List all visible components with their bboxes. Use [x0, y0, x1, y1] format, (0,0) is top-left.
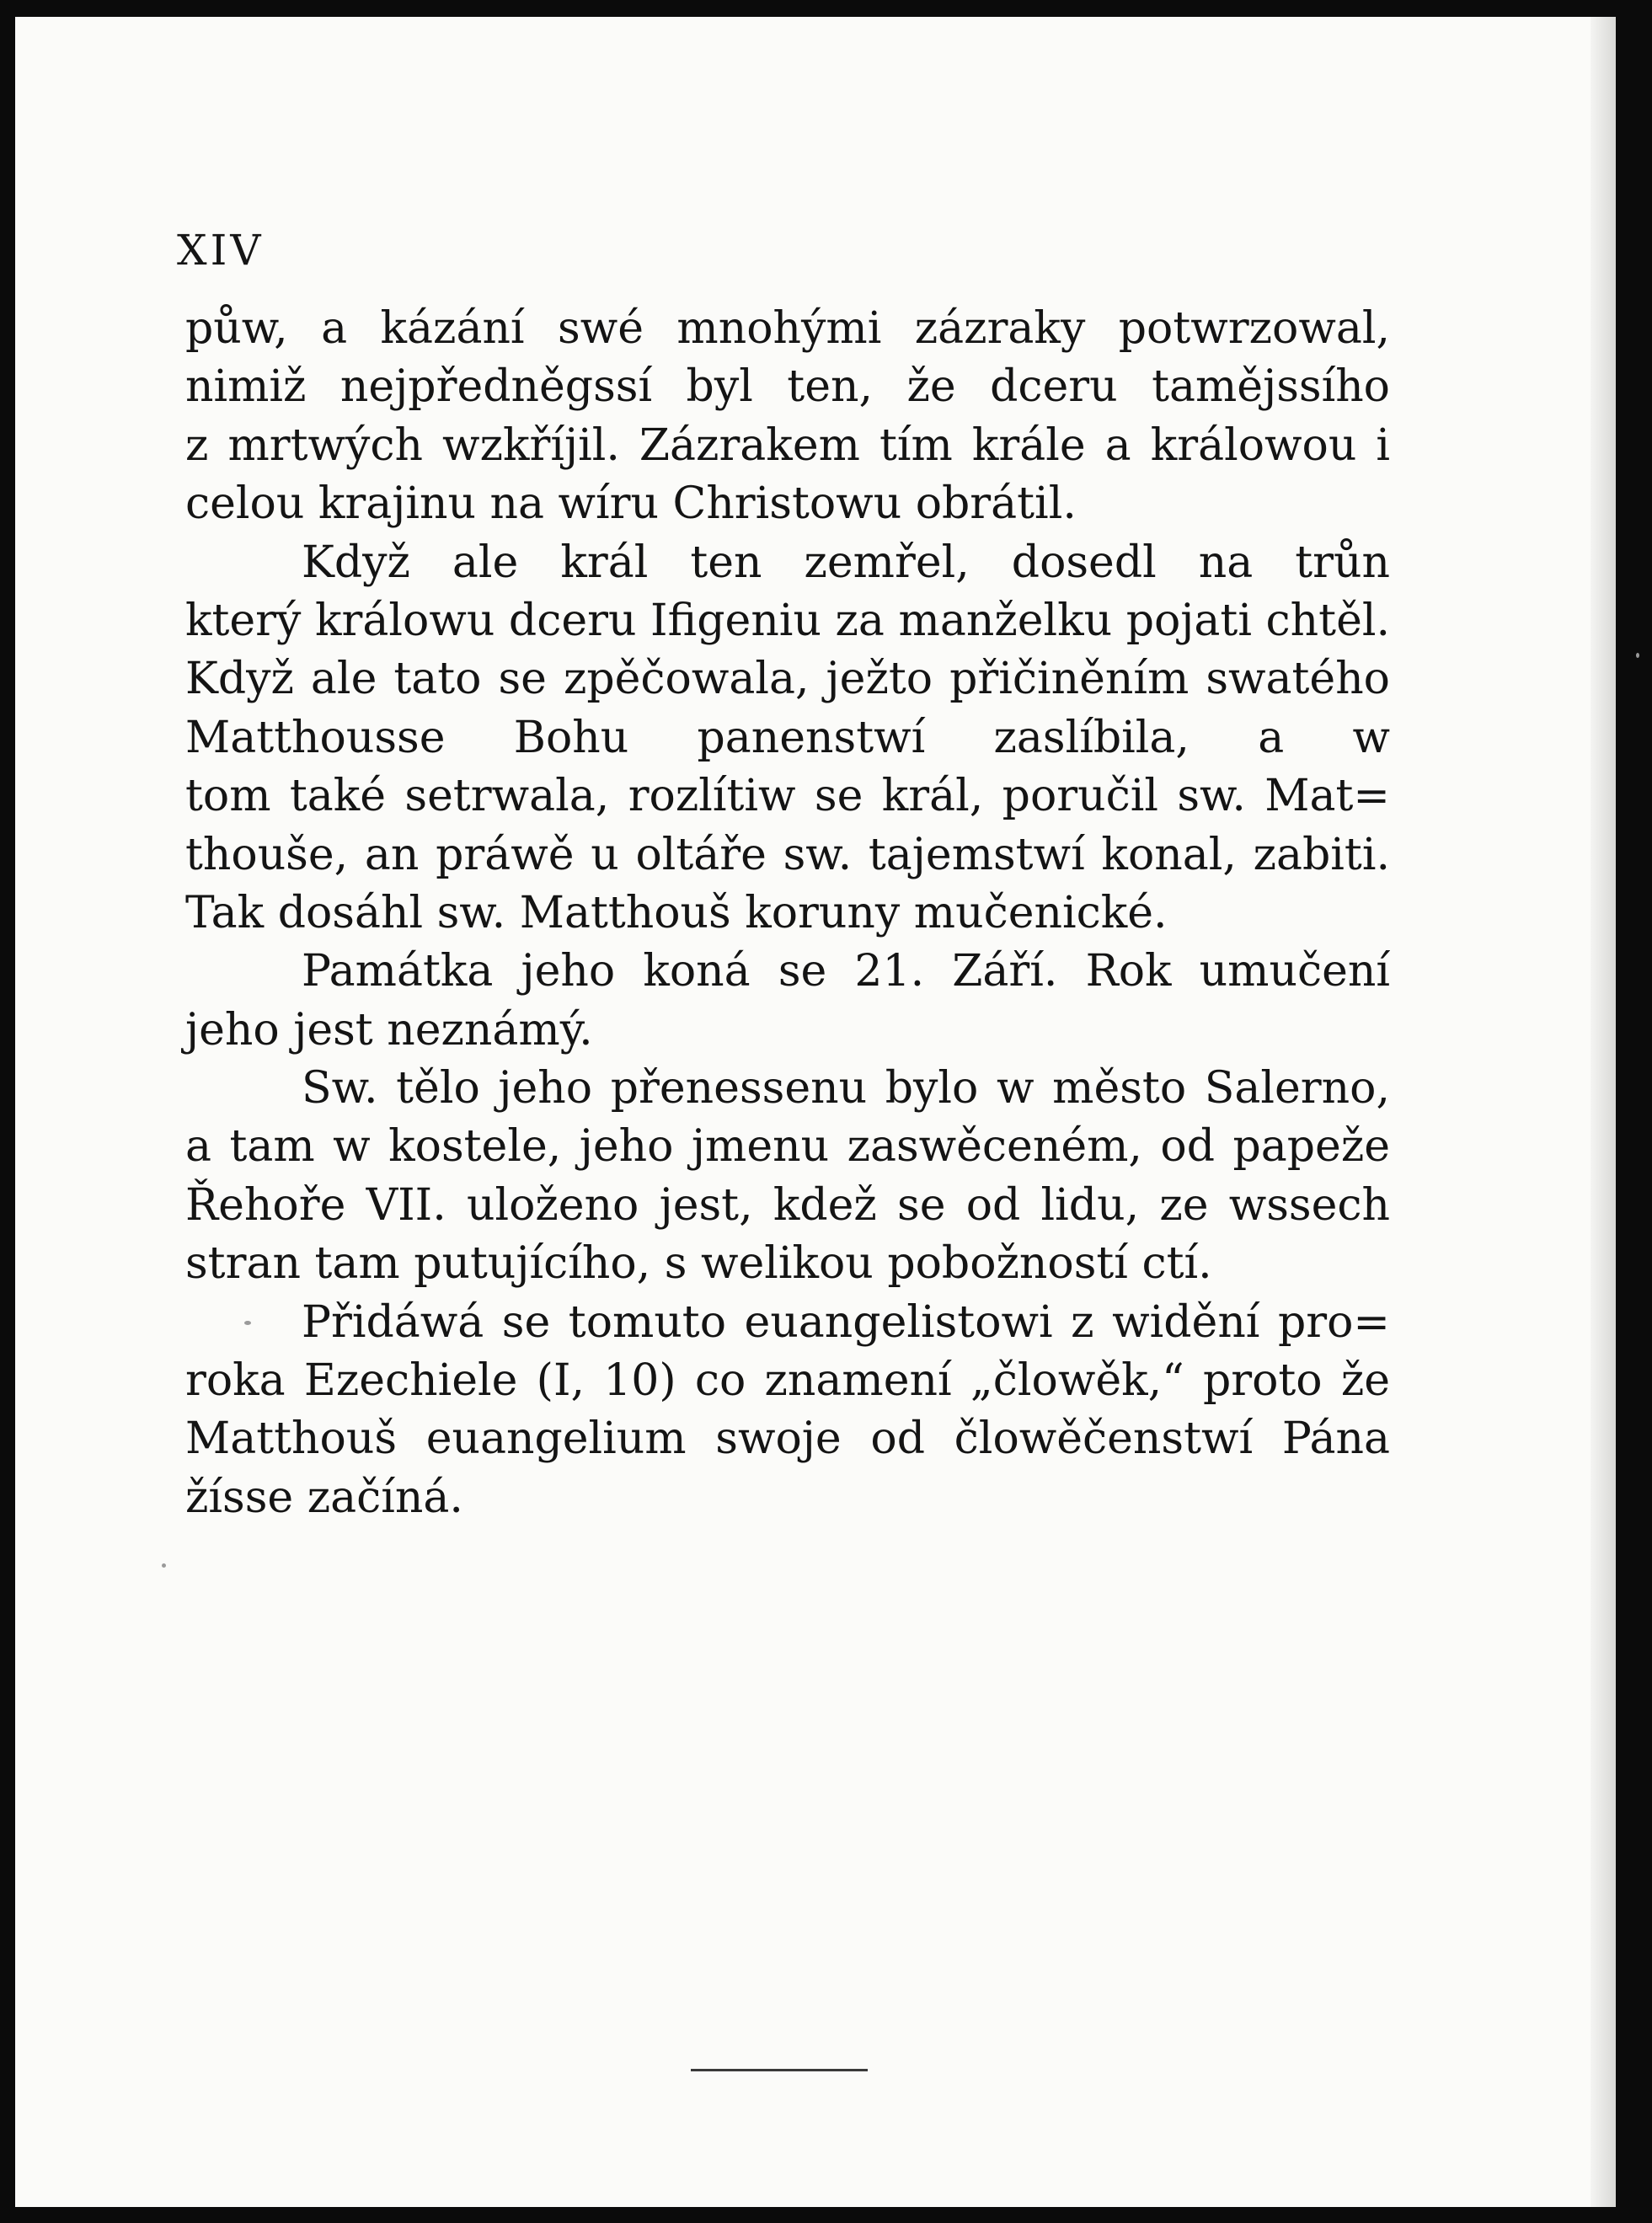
- body-text: [185, 300, 1390, 1527]
- text-line: roka Ezechiele (I, 10) co znamení „člowěk,“ proto že: [185, 1355, 1390, 1407]
- text-line: Když ale tato se zpěčowala, ježto přičiněním swatého: [185, 654, 1390, 705]
- page-edge-shadow: [1591, 17, 1616, 2207]
- paragraph-first-line: Přidáwá se tomuto euangelistowi z widění pro=: [302, 1296, 1390, 1348]
- scan-speck: [162, 1563, 166, 1568]
- text-line: tom také setrwala, rozlítiw se král, poručil sw. Mat=: [185, 771, 1390, 822]
- text-line: jeho jest neznámý.: [185, 1004, 593, 1055]
- text-line: stran tam putujícího, s welikou pobožností ctí.: [185, 1238, 1212, 1290]
- text-line: nimiž nejpředněgssí byl ten, že dceru tamějssího: [185, 361, 1390, 413]
- scan-speck: [1636, 653, 1639, 658]
- text-line: celou krajinu na wíru Christowu obrátil.: [185, 478, 1077, 530]
- paragraph-first-line: Když ale král ten zemřel, dosedl na trůn: [302, 537, 1390, 588]
- paragraph-first-line: Sw. tělo jeho přenessenu bylo w město Salerno,: [302, 1063, 1390, 1114]
- text-line: Řehoře VII. uloženo jest, kdež se od lidu, ze wssech: [185, 1179, 1390, 1231]
- book-page: [15, 17, 1616, 2207]
- text-line: Tak dosáhl sw. Matthouš koruny mučenické.: [185, 887, 1168, 938]
- text-line: a tam w kostele, jeho jmenu zaswěceném, od papeže: [185, 1121, 1390, 1173]
- scan-speck: [244, 1321, 251, 1325]
- page-number: XIV: [177, 226, 265, 275]
- text-line: Matthousse Bohu panenstwí zaslíbila, a w: [185, 712, 1390, 763]
- text-line: z mrtwých wzkříjil. Zázrakem tím krále a králowou i: [185, 419, 1390, 471]
- text-line: půw, a kázání swé mnohými zázraky potwrzowal,: [185, 303, 1390, 354]
- text-line: thouše, an práwě u oltáře sw. tajemstwí konal, zabiti.: [185, 829, 1390, 880]
- text-line: žísse začíná.: [185, 1472, 463, 1523]
- paragraph-first-line: Památka jeho koná se 21. Září. Rok umučení: [302, 946, 1390, 997]
- text-line: který králowu dceru Ifigeniu za manželku pojati chtěl.: [185, 595, 1390, 646]
- end-of-text-rule: [691, 2069, 868, 2071]
- text-line: Matthouš euangelium swoje od člowěčenstwí Pána: [185, 1413, 1390, 1465]
